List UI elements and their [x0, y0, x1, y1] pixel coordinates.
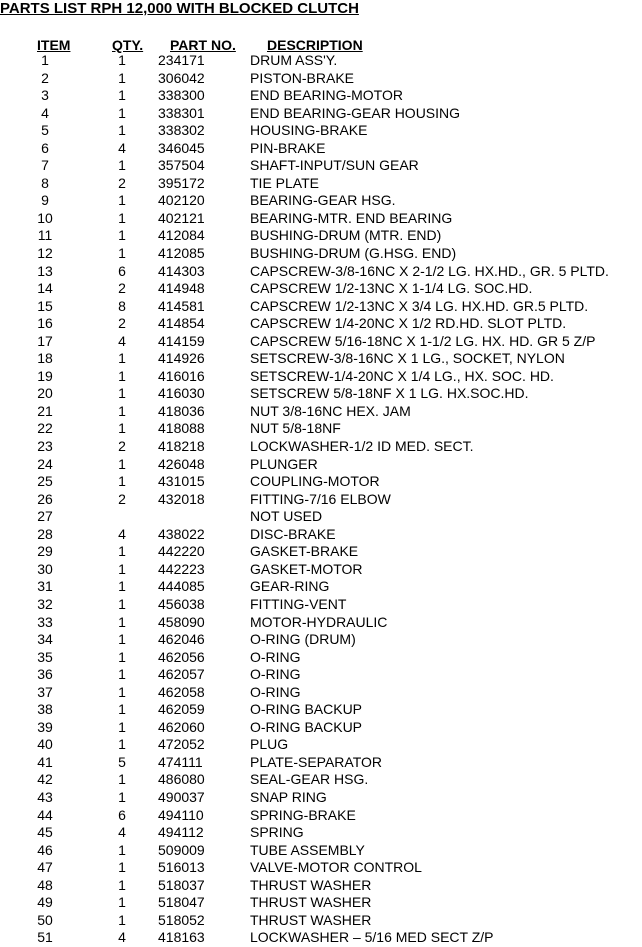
description-cell: CAPSCREW-3/8-16NC X 2-1/2 LG. HX.HD., GR. 5 PLTD.: [250, 262, 609, 279]
qty-cell: 1: [118, 192, 126, 209]
part-number-cell: 444085: [158, 578, 205, 595]
qty-cell: 1: [118, 841, 126, 858]
part-number-cell: 432018: [158, 490, 205, 507]
item-cell: 32: [37, 595, 53, 612]
description-cell: NUT 5/8-18NF: [250, 420, 341, 437]
description-cell: O-RING (DRUM): [250, 631, 356, 648]
part-number-cell: 494112: [158, 824, 204, 841]
description-cell: END BEARING-GEAR HOUSING: [250, 104, 461, 121]
description-cell: SPRING: [250, 824, 304, 841]
description-cell: O-RING: [250, 648, 301, 665]
item-cell: 39: [37, 718, 53, 735]
description-cell: NUT 3/8-16NC HEX. JAM: [250, 402, 411, 419]
qty-cell: 4: [118, 929, 126, 946]
description-cell: TUBE ASSEMBLY: [250, 841, 365, 858]
part-number-cell: 442220: [158, 543, 205, 560]
part-number-cell: 234171: [158, 52, 205, 68]
page-title: PARTS LIST RPH 12,000 WITH BLOCKED CLUTCH: [0, 0, 359, 17]
description-cell: COUPLING-MOTOR: [250, 473, 380, 490]
part-number-cell: 438022: [158, 525, 205, 542]
item-cell: 25: [37, 473, 53, 490]
table-row: [0, 473, 642, 491]
table-row: [0, 315, 642, 333]
part-number-cell: 462046: [158, 631, 205, 648]
item-cell: 11: [37, 227, 53, 244]
table-row: [0, 263, 642, 281]
part-number-cell: 412085: [158, 245, 205, 262]
table-row: [0, 596, 642, 614]
description-cell: SEAL-GEAR HSG.: [250, 771, 369, 788]
table-row: [0, 438, 642, 456]
table-row: [0, 877, 642, 895]
description-cell: FITTING-7/16 ELBOW: [250, 490, 391, 507]
qty-cell: 4: [118, 332, 126, 349]
part-number-cell: 414854: [158, 315, 205, 332]
part-number-cell: 338301: [158, 104, 205, 121]
part-number-cell: 442223: [158, 560, 205, 577]
table-row: [0, 929, 642, 947]
qty-cell: 1: [118, 788, 126, 805]
table-row: [0, 122, 642, 140]
description-cell: BUSHING-DRUM (G.HSG. END): [250, 245, 457, 262]
qty-cell: 2: [118, 174, 126, 191]
table-row: [0, 175, 642, 193]
item-cell: 15: [37, 297, 53, 314]
part-number-cell: 357504: [158, 157, 205, 174]
table-row: [0, 543, 642, 561]
qty-cell: 2: [118, 280, 126, 297]
part-number-cell: 456038: [158, 595, 205, 612]
description-cell: PISTON-BRAKE: [250, 69, 354, 86]
description-cell: THRUST WASHER: [250, 911, 372, 928]
description-cell: LOCKWASHER – 5/16 MED SECT Z/P: [250, 929, 494, 946]
part-number-cell: 395172: [158, 174, 205, 191]
qty-cell: 1: [118, 69, 126, 86]
table-row: [0, 280, 642, 298]
table-row: [0, 456, 642, 474]
column-header-item: ITEM: [37, 37, 71, 53]
table-row: [0, 614, 642, 632]
qty-cell: 1: [118, 613, 126, 630]
description-cell: SETSCREW-1/4-20NC X 1/4 LG., HX. SOC. HD.: [250, 367, 554, 384]
part-number-cell: 402120: [158, 192, 205, 209]
description-cell: THRUST WASHER: [250, 894, 372, 911]
description-cell: O-RING BACKUP: [250, 718, 363, 735]
item-cell: 29: [37, 543, 53, 560]
part-number-cell: 338300: [158, 87, 205, 104]
table-row: [0, 684, 642, 702]
description-cell: TIE PLATE: [250, 174, 319, 191]
table-row: [0, 403, 642, 421]
qty-cell: 1: [118, 648, 126, 665]
description-cell: END BEARING-MOTOR: [250, 87, 403, 104]
description-cell: O-RING: [250, 666, 301, 683]
part-number-cell: 416016: [158, 367, 205, 384]
item-cell: 33: [37, 613, 53, 630]
item-cell: 3: [41, 87, 49, 104]
table-row: [0, 157, 642, 175]
qty-cell: 1: [118, 876, 126, 893]
qty-cell: 1: [118, 595, 126, 612]
description-cell: VALVE-MOTOR CONTROL: [250, 859, 422, 876]
item-cell: 47: [37, 859, 53, 876]
qty-cell: 1: [118, 157, 126, 174]
item-cell: 22: [37, 420, 53, 437]
table-row: [0, 789, 642, 807]
item-cell: 50: [37, 911, 53, 928]
column-header-part-no: PART NO.: [170, 37, 236, 53]
part-number-cell: 414581: [158, 297, 205, 314]
table-row: [0, 385, 642, 403]
item-cell: 5: [41, 122, 49, 139]
description-cell: NOT USED: [250, 508, 323, 525]
item-cell: 31: [37, 578, 53, 595]
table-row: [0, 701, 642, 719]
part-number-cell: 414948: [158, 280, 205, 297]
qty-cell: 1: [118, 718, 126, 735]
item-cell: 42: [37, 771, 53, 788]
description-cell: GEAR-RING: [250, 578, 330, 595]
part-number-cell: 338302: [158, 122, 205, 139]
description-cell: SETSCREW-3/8-16NC X 1 LG., SOCKET, NYLON: [250, 350, 565, 367]
table-row: [0, 771, 642, 789]
description-cell: SNAP RING: [250, 788, 327, 805]
table-row: [0, 70, 642, 88]
table-row: [0, 754, 642, 772]
part-number-cell: 494110: [158, 806, 204, 823]
table-row: [0, 649, 642, 667]
part-number-cell: 346045: [158, 139, 205, 156]
item-cell: 26: [37, 490, 53, 507]
table-row: [0, 508, 642, 526]
item-cell: 2: [41, 69, 49, 86]
part-number-cell: 516013: [158, 859, 205, 876]
description-cell: PLATE-SEPARATOR: [250, 753, 382, 770]
part-number-cell: 306042: [158, 69, 205, 86]
table-row: [0, 52, 642, 70]
qty-cell: 1: [118, 631, 126, 648]
qty-cell: 1: [118, 455, 126, 472]
item-cell: 44: [37, 806, 53, 823]
table-row: [0, 912, 642, 930]
table-row: [0, 333, 642, 351]
description-cell: CAPSCREW 5/16-18NC X 1-1/2 LG. HX. HD. GR 5 Z/P: [250, 332, 596, 349]
description-cell: CAPSCREW 1/2-13NC X 1-1/4 LG. SOC.HD.: [250, 280, 533, 297]
table-row: [0, 227, 642, 245]
part-number-cell: 412084: [158, 227, 205, 244]
table-row: [0, 491, 642, 509]
item-cell: 9: [41, 192, 49, 209]
qty-cell: 1: [118, 736, 126, 753]
item-cell: 27: [37, 508, 53, 525]
table-row: [0, 105, 642, 123]
part-number-cell: 431015: [158, 473, 205, 490]
table-row: [0, 859, 642, 877]
description-cell: O-RING: [250, 683, 301, 700]
qty-cell: 2: [118, 315, 126, 332]
description-cell: HOUSING-BRAKE: [250, 122, 368, 139]
item-cell: 18: [37, 350, 53, 367]
table-row: [0, 842, 642, 860]
item-cell: 12: [37, 245, 53, 262]
description-cell: O-RING BACKUP: [250, 701, 363, 718]
item-cell: 19: [37, 367, 53, 384]
qty-cell: 1: [118, 894, 126, 911]
column-header-description: DESCRIPTION: [267, 37, 363, 53]
qty-cell: 4: [118, 525, 126, 542]
item-cell: 45: [37, 824, 53, 841]
qty-cell: 1: [118, 52, 126, 68]
qty-cell: 6: [118, 806, 126, 823]
table-row: [0, 736, 642, 754]
table-row: [0, 666, 642, 684]
table-row: [0, 87, 642, 105]
description-cell: GASKET-MOTOR: [250, 560, 363, 577]
part-number-cell: 486080: [158, 771, 205, 788]
qty-cell: 1: [118, 543, 126, 560]
part-number-cell: 462056: [158, 648, 205, 665]
item-cell: 20: [37, 385, 53, 402]
item-cell: 49: [37, 894, 53, 911]
item-cell: 23: [37, 438, 53, 455]
description-cell: PIN-BRAKE: [250, 139, 326, 156]
description-cell: LOCKWASHER-1/2 ID MED. SECT.: [250, 438, 474, 455]
qty-cell: 1: [118, 560, 126, 577]
qty-cell: 1: [118, 245, 126, 262]
qty-cell: 1: [118, 367, 126, 384]
part-number-cell: 462060: [158, 718, 205, 735]
parts-table: [0, 52, 642, 947]
item-cell: 43: [37, 788, 53, 805]
item-cell: 16: [37, 315, 53, 332]
qty-cell: 1: [118, 350, 126, 367]
description-cell: PLUG: [250, 736, 289, 753]
description-cell: GASKET-BRAKE: [250, 543, 359, 560]
description-cell: CAPSCREW 1/2-13NC X 3/4 LG. HX.HD. GR.5 PLTD.: [250, 297, 589, 314]
table-row: [0, 245, 642, 263]
item-cell: 41: [37, 753, 53, 770]
item-cell: 34: [37, 631, 53, 648]
qty-cell: 1: [118, 122, 126, 139]
part-number-cell: 418036: [158, 402, 205, 419]
table-row: [0, 578, 642, 596]
part-number-cell: 509009: [158, 841, 205, 858]
item-cell: 37: [37, 683, 53, 700]
item-cell: 36: [37, 666, 53, 683]
description-cell: THRUST WASHER: [250, 876, 372, 893]
part-number-cell: 418163: [158, 929, 205, 946]
item-cell: 14: [37, 280, 53, 297]
part-number-cell: 474111: [158, 753, 203, 770]
table-row: [0, 192, 642, 210]
qty-cell: 1: [118, 473, 126, 490]
part-number-cell: 518052: [158, 911, 205, 928]
qty-cell: 1: [118, 859, 126, 876]
item-cell: 38: [37, 701, 53, 718]
item-cell: 24: [37, 455, 53, 472]
part-number-cell: 402121: [158, 209, 205, 226]
qty-cell: 1: [118, 227, 126, 244]
qty-cell: 1: [118, 385, 126, 402]
table-row: [0, 298, 642, 316]
description-cell: PLUNGER: [250, 455, 318, 472]
table-row: [0, 368, 642, 386]
item-cell: 46: [37, 841, 53, 858]
part-number-cell: 414159: [158, 332, 205, 349]
table-row: [0, 631, 642, 649]
item-cell: 28: [37, 525, 53, 542]
item-cell: 6: [41, 139, 49, 156]
table-row: [0, 894, 642, 912]
description-cell: BUSHING-DRUM (MTR. END): [250, 227, 442, 244]
part-number-cell: 490037: [158, 788, 205, 805]
qty-cell: 1: [118, 701, 126, 718]
part-number-cell: 518047: [158, 894, 205, 911]
qty-cell: 8: [118, 297, 126, 314]
item-cell: 1: [41, 52, 49, 68]
qty-cell: 4: [118, 824, 126, 841]
qty-cell: 1: [118, 402, 126, 419]
part-number-cell: 414926: [158, 350, 205, 367]
part-number-cell: 462059: [158, 701, 205, 718]
part-number-cell: 426048: [158, 455, 205, 472]
qty-cell: 1: [118, 666, 126, 683]
qty-cell: 1: [118, 104, 126, 121]
table-row: [0, 140, 642, 158]
description-cell: MOTOR-HYDRAULIC: [250, 613, 388, 630]
item-cell: 8: [41, 174, 49, 191]
description-cell: SETSCREW 5/8-18NF X 1 LG. HX.SOC.HD.: [250, 385, 529, 402]
description-cell: DISC-BRAKE: [250, 525, 336, 542]
part-number-cell: 462057: [158, 666, 205, 683]
table-row: [0, 824, 642, 842]
qty-cell: 1: [118, 420, 126, 437]
table-row: [0, 526, 642, 544]
qty-cell: 1: [118, 771, 126, 788]
part-number-cell: 472052: [158, 736, 205, 753]
qty-cell: 1: [118, 911, 126, 928]
part-number-cell: 416030: [158, 385, 205, 402]
description-cell: BEARING-MTR. END BEARING: [250, 209, 453, 226]
table-row: [0, 807, 642, 825]
part-number-cell: 418218: [158, 438, 205, 455]
part-number-cell: 518037: [158, 876, 205, 893]
part-number-cell: 418088: [158, 420, 205, 437]
part-number-cell: 462058: [158, 683, 205, 700]
qty-cell: 2: [118, 438, 126, 455]
part-number-cell: 414303: [158, 262, 205, 279]
qty-cell: 1: [118, 87, 126, 104]
item-cell: 7: [41, 157, 49, 174]
item-cell: 51: [37, 929, 53, 946]
description-cell: CAPSCREW 1/4-20NC X 1/2 RD.HD. SLOT PLTD.: [250, 315, 567, 332]
description-cell: SHAFT-INPUT/SUN GEAR: [250, 157, 419, 174]
item-cell: 30: [37, 560, 53, 577]
item-cell: 40: [37, 736, 53, 753]
table-row: [0, 719, 642, 737]
qty-cell: 1: [118, 578, 126, 595]
qty-cell: 5: [118, 753, 126, 770]
table-row: [0, 350, 642, 368]
qty-cell: 6: [118, 262, 126, 279]
table-row: [0, 420, 642, 438]
description-cell: FITTING-VENT: [250, 595, 347, 612]
item-cell: 13: [37, 262, 53, 279]
item-cell: 35: [37, 648, 53, 665]
column-header-qty: QTY.: [112, 37, 144, 53]
qty-cell: 4: [118, 139, 126, 156]
item-cell: 17: [37, 332, 53, 349]
description-cell: SPRING-BRAKE: [250, 806, 356, 823]
item-cell: 4: [41, 104, 49, 121]
qty-cell: 2: [118, 490, 126, 507]
item-cell: 10: [37, 209, 53, 226]
table-row: [0, 561, 642, 579]
item-cell: 48: [37, 876, 53, 893]
description-cell: DRUM ASS'Y.: [250, 52, 338, 68]
description-cell: BEARING-GEAR HSG.: [250, 192, 396, 209]
part-number-cell: 458090: [158, 613, 205, 630]
item-cell: 21: [37, 402, 53, 419]
table-row: [0, 210, 642, 228]
qty-cell: 1: [118, 683, 126, 700]
qty-cell: 1: [118, 209, 126, 226]
